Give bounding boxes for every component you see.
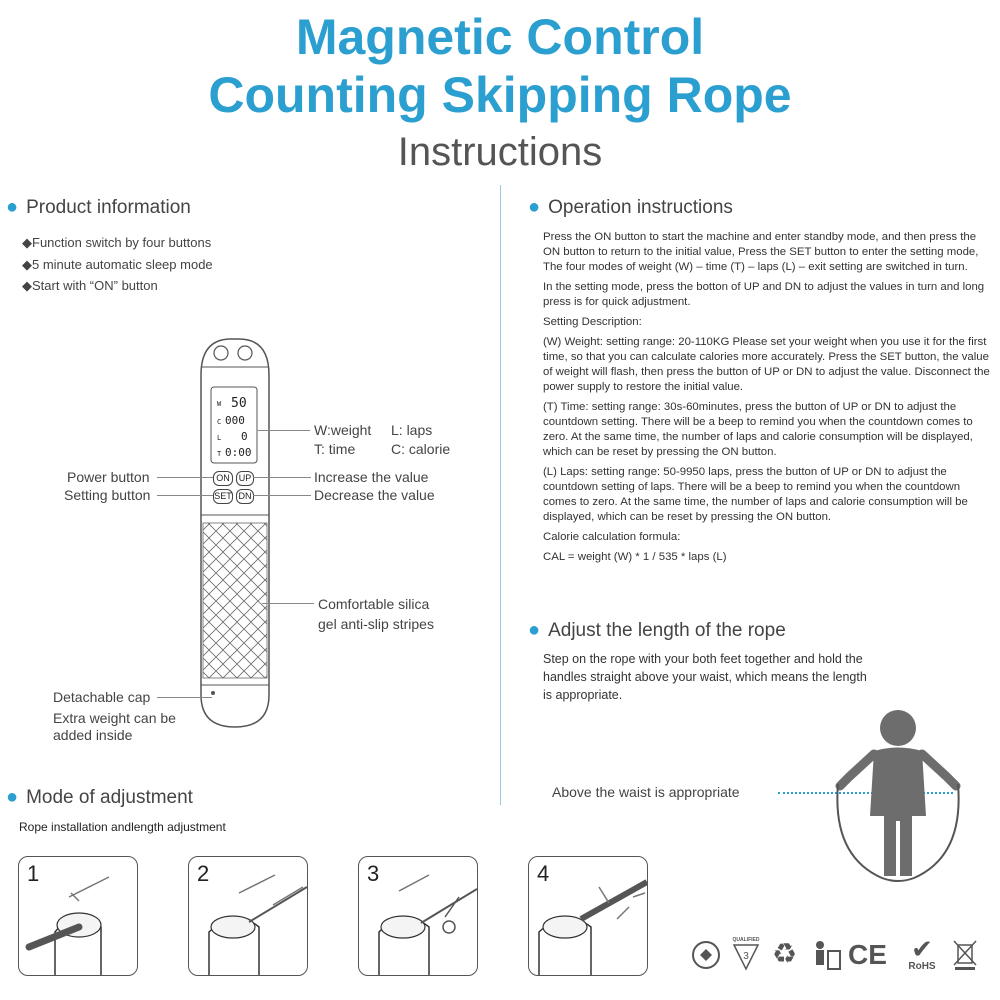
operation-paragraph-2: In the setting mode, press the botton of UP and DN to adjust the values in turn and long press is for quick adjustment.	[543, 281, 985, 308]
increase-value-label: Increase the value	[314, 469, 429, 485]
extra-weight-label-2: added inside	[53, 727, 133, 743]
detachable-cap-label: Detachable cap	[53, 689, 151, 705]
column-divider	[500, 185, 501, 805]
power-leader-line	[157, 477, 213, 478]
up-button[interactable]: UP	[236, 471, 254, 486]
lcd-t-value: 0:00	[225, 446, 252, 459]
person-jumping-illustration	[832, 706, 967, 886]
weee-bin-icon	[952, 939, 978, 971]
legend-laps: L: laps	[391, 422, 433, 438]
legend-weight: W:weight	[314, 422, 372, 438]
step-2-thumbnail	[188, 856, 308, 976]
mode-heading	[6, 786, 193, 809]
lcd-w-value: 50	[231, 396, 247, 411]
adjust-text: Step on the rope with your both feet together and hold the handles straight above your waist, which means the length is appropriate.	[543, 652, 867, 702]
silica-label-1: Comfortable silica	[318, 596, 430, 612]
step-4-thumbnail	[528, 856, 648, 976]
operation-heading	[528, 196, 733, 219]
dispose-bin-icon	[812, 939, 842, 971]
dn-button[interactable]: DN	[236, 489, 254, 504]
laps-setting-paragraph: (L) Laps: setting range: 50-9950 laps, press the button of UP or DN to adjust the countdown setting of laps. There will be a beep to remind you when the countdown comes to zero. At the same time, the number of laps and calorie consumption will be displayed, which can be reset by pressing the ON button.	[543, 466, 968, 523]
decrease-leader-line	[253, 495, 311, 496]
recycle-icon: ♻	[772, 938, 798, 969]
set-button[interactable]: SET	[213, 489, 233, 504]
certification-row	[690, 934, 990, 977]
legend-time: T: time	[314, 441, 356, 457]
display-leader-line	[258, 430, 310, 431]
product-bullet-1: ◆Function switch by four buttons	[22, 235, 212, 250]
step-1-thumbnail	[18, 856, 138, 976]
on-button[interactable]: ON	[213, 471, 233, 486]
mode-heading-text: Mode of adjustment	[26, 787, 193, 808]
qualified-badge	[728, 937, 764, 976]
product-info-heading-text: Product information	[26, 197, 191, 218]
qualified-label: QUALIFIED	[732, 937, 760, 943]
step-2-number: 2	[197, 861, 210, 886]
operation-heading-text: Operation instructions	[548, 197, 733, 218]
waist-label: Above the waist is appropriate	[552, 784, 740, 800]
adjust-heading-text: Adjust the length of the rope	[548, 620, 786, 641]
lcd-c-value: 000	[225, 414, 245, 427]
lcd-t-label: T	[217, 450, 222, 458]
time-setting-paragraph: (T) Time: setting range: 30s-60minutes, press the button of UP or DN to adjust the countdown setting. There will be a beep to remind you when the countdown comes to zero. At the same time, the number of laps and calorie consumption will be displayed, which can be reset by pressing the ON button.	[543, 401, 973, 458]
step-4-number: 4	[537, 861, 550, 886]
product-bullet-2: ◆5 minute automatic sleep mode	[22, 257, 213, 272]
step-3-thumbnail	[358, 856, 478, 976]
step-1-number: 1	[27, 861, 40, 886]
subtitle: Instructions	[397, 130, 603, 174]
lcd-c-label: C	[217, 418, 222, 426]
setting-leader-line	[157, 495, 213, 496]
paper-recycle-icon	[690, 939, 722, 971]
rope-handle-illustration	[195, 335, 275, 730]
bullet-dot-icon: ●	[6, 786, 19, 808]
rohs-check-icon: ✔	[911, 934, 933, 964]
cap-leader-line	[157, 697, 212, 698]
lcd-w-label: W	[217, 400, 222, 408]
product-bullet-3: ◆Start with “ON” button	[22, 278, 158, 293]
decrease-value-label: Decrease the value	[314, 487, 435, 503]
rohs-label: RoHS	[908, 961, 936, 972]
operation-body	[543, 230, 995, 565]
title-line-1: Magnetic Control	[295, 9, 705, 65]
rohs-badge	[902, 934, 942, 972]
bullet-dot-icon: ●	[528, 196, 541, 218]
mode-subheading: Rope installation andlength adjustment	[19, 820, 226, 834]
silica-leader-line	[262, 603, 314, 604]
lcd-l-label: L	[217, 434, 222, 442]
operation-paragraph-1: Press the ON button to start the machine and enter standby mode, and then press the ON button to return to the initial value, Press the SET button to enter the setting mode, The four modes of weight (W) – time (T) – laps (L) – exit setting are switched in turn.	[543, 231, 979, 273]
bullet-dot-icon: ●	[528, 619, 541, 641]
weight-setting-paragraph: (W) Weight: setting range: 20-110KG Please set your weight when you use it for the first time, so that you can calculate calories more accurately. Press the SET button, the value of weight will flash, then press the button of UP or DN to adjust the value. Disconnect the power supply to restore the initial value.	[543, 336, 990, 393]
title-line-2: Counting Skipping Rope	[208, 67, 792, 123]
setting-button-label: Setting button	[64, 487, 151, 503]
silica-label-2: gel anti-slip stripes	[318, 616, 434, 632]
extra-weight-label-1: Extra weight can be	[53, 710, 176, 726]
increase-leader-line	[253, 477, 311, 478]
calorie-formula-label: Calorie calculation formula:	[543, 531, 681, 543]
power-button-label: Power button	[67, 469, 150, 485]
calorie-formula: CAL = weight (W) * 1 / 535 * laps (L)	[543, 551, 727, 563]
adjust-heading	[528, 619, 786, 642]
lcd-l-value: 0	[241, 430, 248, 443]
legend-calorie: C: calorie	[391, 441, 451, 457]
bullet-dot-icon: ●	[6, 196, 19, 218]
product-info-heading	[6, 196, 191, 219]
step-3-number: 3	[367, 861, 380, 886]
ce-mark: CE	[848, 939, 887, 970]
setting-description-label: Setting Description:	[543, 316, 642, 328]
qualified-number: 3	[743, 951, 749, 962]
